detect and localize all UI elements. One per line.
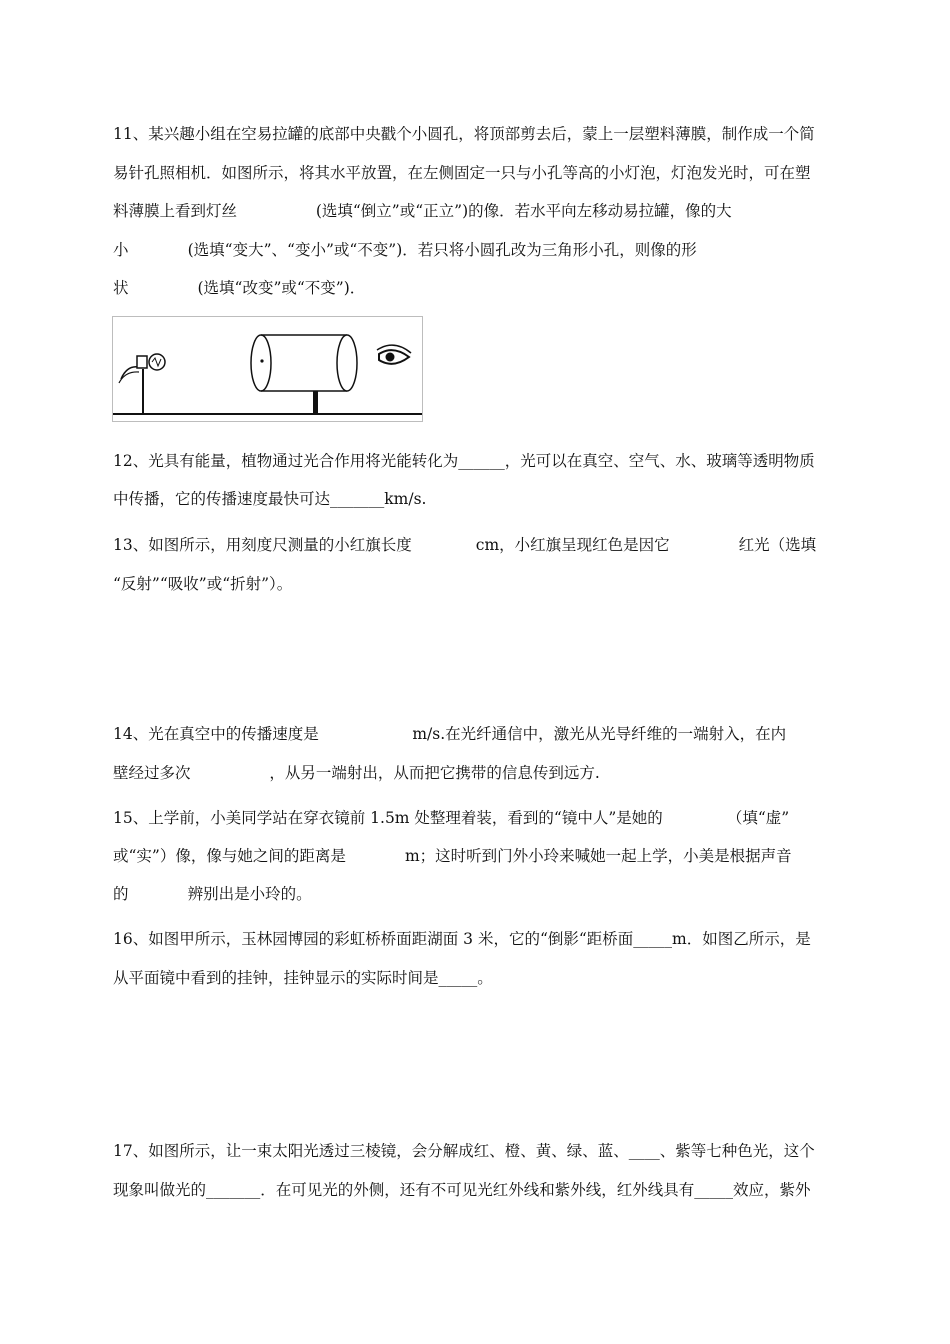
can-bottom (251, 335, 271, 391)
q17-line-2: 现象叫做光的_______．在可见光的外侧，还有不可见光红外线和紫外线，红外线具有_____效应，紫外 (113, 1181, 811, 1199)
q17-line-1: 17、如图所示，让一束太阳光透过三棱镜，会分解成红、橙、黄、绿、蓝、____、紫等七种色光，这个 (113, 1142, 815, 1160)
q11-line-1: 11、某兴趣小组在空易拉罐的底部中央戳个小圆孔，将顶部剪去后，蒙上一层塑料薄膜，制作成一个简 (113, 125, 815, 143)
pinhole (260, 359, 263, 362)
q15-line-3: 的 辨别出是小玲的。 (113, 885, 312, 903)
bulb-socket (137, 356, 147, 368)
can-membrane (337, 335, 357, 391)
can-stand (313, 391, 318, 414)
q11-line-4: 小 (选填“变大”、“变小”或“不变”)．若只将小圆孔改为三角形小孔，则像的形 (113, 241, 697, 259)
q11-line-3: 料薄膜上看到灯丝 (选填“倒立”或“正立”)的像．若水平向左移动易拉罐，像的大 (113, 202, 732, 220)
q14-line-1: 14、光在真空中的传播速度是 m/s.在光纤通信中，激光从光导纤维的一端射入，在内 (113, 725, 787, 743)
q16-line-2: 从平面镜中看到的挂钟，挂钟显示的实际时间是_____。 (113, 969, 493, 987)
q13-line-1: 13、如图所示，用刻度尺测量的小红旗长度 cm，小红旗呈现红色是因它 红光（选填 (113, 536, 817, 554)
q12-line-2: 中传播，它的传播速度最快可达_______km/s. (113, 490, 427, 508)
q11-line-2: 易针孔照相机．如图所示，将其水平放置，在左侧固定一只与小孔等高的小灯泡，灯泡发光时，可在塑 (113, 164, 811, 182)
q11-line-5: 状 (选填“改变”或“不变”)． (113, 279, 366, 297)
pinhole-camera-diagram (113, 317, 422, 421)
q14-line-2: 壁经过多次 ，从另一端射出，从而把它携带的信息传到远方. (113, 764, 600, 782)
q15-line-2: 或“实”）像，像与她之间的距离是 m；这时听到门外小玲来喊她一起上学，小美是根据声音 (113, 847, 792, 865)
q12-line-1: 12、光具有能量，植物通过光合作用将光能转化为______，光可以在真空、空气、水、玻璃等透明物质 (113, 452, 815, 470)
q13-line-2: “反射”“吸收”或“折射”）。 (113, 575, 293, 593)
q15-line-1: 15、上学前，小美同学站在穿衣镜前 1.5m 处整理着装，看到的“镜中人”是她的 （填“虚” (113, 809, 790, 827)
pinhole-camera-figure (112, 316, 423, 422)
q16-line-1: 16、如图甲所示，玉林园博园的彩虹桥桥面距湖面 3 米，它的“倒影“距桥面_____m．如图乙所示，是 (113, 930, 811, 948)
